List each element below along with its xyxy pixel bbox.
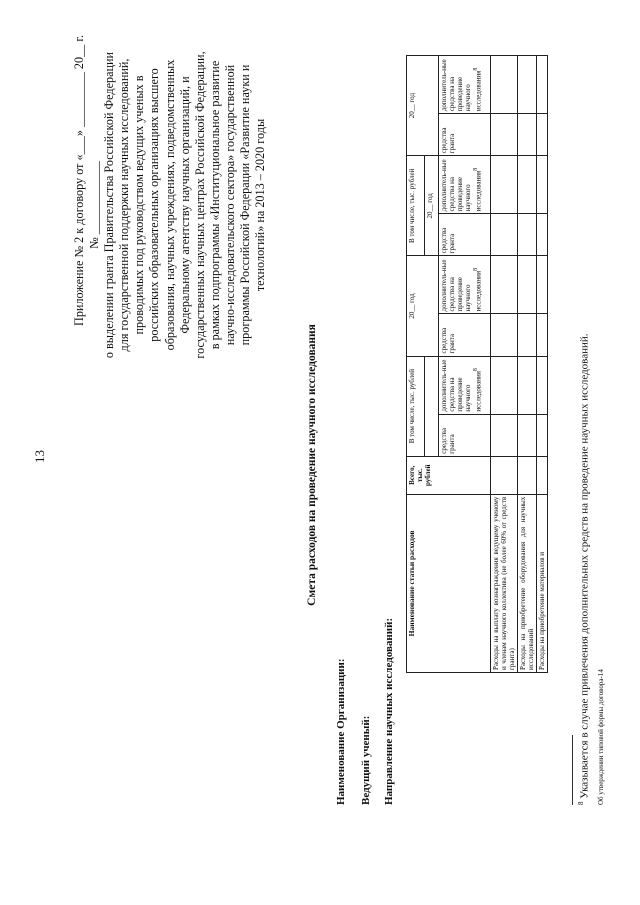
table-row [518,56,537,673]
appendix-line: в рамках подпрограммы «Институциональное развитие [207,60,222,350]
sub-header-extra: дополнитель-ные средства на проведение научного исследования$^8$ [439,256,491,314]
appendix-header [72,35,268,375]
footnote-separator [572,735,573,805]
year-header-3: 20__ год [407,56,439,156]
appendix-line: образования, научных учреждениях, подведомственных [162,59,177,351]
approval-note: Об утверждении типовой формы договора-14 [597,669,605,805]
sub-header-extra: дополнитель-ные средства на проведение научного исследования$^8$ [439,356,491,414]
appendix-line: технологий» на 2013 – 2020 годы [253,118,268,292]
footnote-text: Указывается в случае привлечения дополнительных средств на проведение научных исследований. [578,333,591,799]
col-header-total: Всего, тыс. рублей [407,456,491,494]
table-row [491,56,518,673]
footnote [577,333,591,805]
sub-header-extra: дополнитель-ные средства на проведение научного исследования$^8$ [439,56,491,114]
appendix-line: научно-исследовательского сектора» государственной [222,64,237,346]
appendix-line-2: № ____________ [87,161,102,249]
sub-header-grant: средства гранта [439,214,491,256]
col-header-name: Наименование статьи расходов [407,494,491,672]
group-header-1: В том числе, тыс. рублей [407,356,425,456]
appendix-line: Федеральному агентству научных организаций, и [177,76,192,334]
sub-header-grant: средства гранта [439,414,491,456]
appendix-line: российских образовательных организациях высшего [147,68,162,342]
sub-header-grant: средства гранта [439,114,491,156]
lead-scientist-label: Ведущий ученый: [360,715,372,805]
appendix-line: о выделении гранта Правительства Российской Федерации [102,51,117,359]
table-row [537,56,548,673]
appendix-line: программы Российской Федерации «Развитие науки и [238,64,253,346]
year-header-1: 20__ год [407,256,439,356]
footnote-mark: 8 [577,801,585,805]
document-title: Смета расходов на проведение научного исследования [306,324,318,606]
organization-label: Наименование Организации: [335,658,347,805]
row-label: Расходы на выплату вознаграждения ведущему ученому и членам научного коллектива (не более 60% от средств гранта) [491,494,518,672]
appendix-line: государственных научных центрах Российской Федерации, [192,51,207,359]
research-direction-label: Направление научных исследований: [383,617,395,805]
appendix-line: проводимых под руководством ведущих ученых в [132,75,147,335]
appendix-line-1: Приложение № 2 к договору от «___» _________ 20__ г. [72,35,86,326]
row-label: Расходы на приобретение материалов и [537,494,548,672]
budget-table [406,55,548,673]
appendix-line: для государственной поддержки научных исследований, [117,58,132,352]
empty-cell [425,356,439,456]
page-number: 13 [32,450,47,463]
sub-header-extra: дополнитель-ные средства на проведение научного исследования$^8$ [439,156,491,214]
group-header-2: В том числе, тыс. рублей [407,156,425,256]
year-header-2: 20__ год [425,156,439,256]
row-label: Расходы на приобретение оборудования для научных исследований [518,494,537,672]
sub-header-grant: средства гранта [439,314,491,356]
